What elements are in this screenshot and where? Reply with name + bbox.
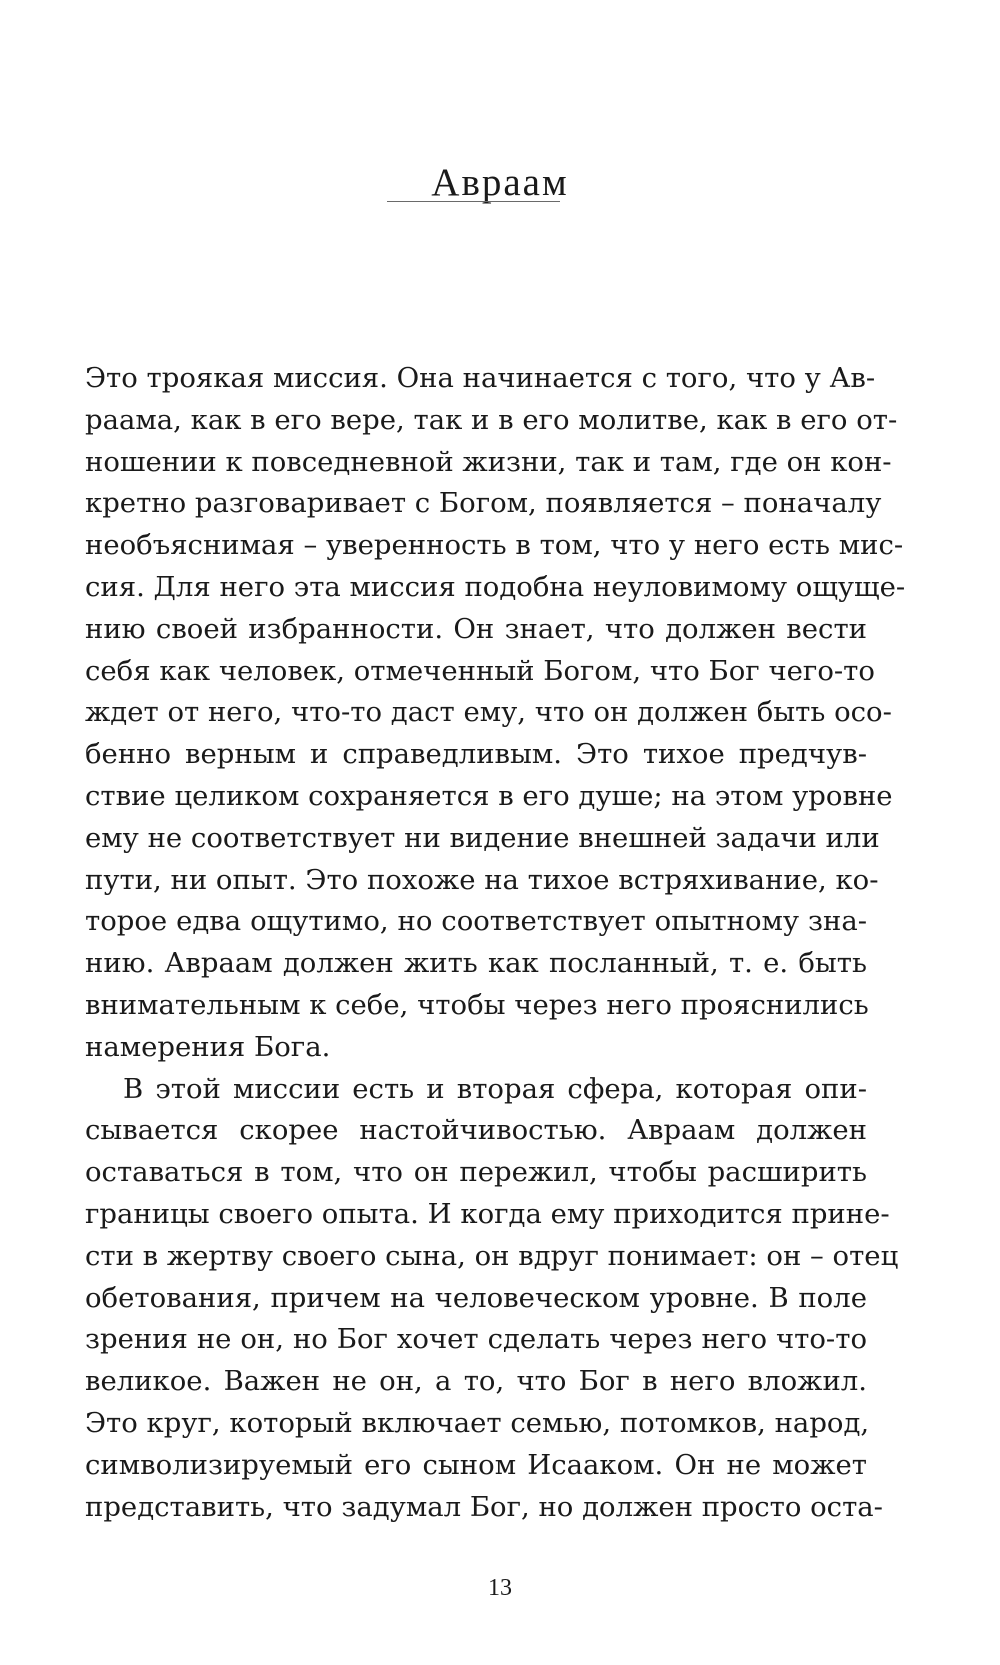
- text-line: себя как человек, отмеченный Богом, что Бог чего-то: [85, 654, 875, 687]
- title-underline: [387, 201, 560, 202]
- text-line: нию своей избранности. Он знает, что должен вести: [85, 612, 867, 645]
- chapter-title: Авраам: [431, 161, 569, 204]
- text-line: внимательным к себе, чтобы через него прояснились: [85, 988, 869, 1021]
- text-line: В этой миссии есть и вторая сфера, которая опи-: [123, 1072, 867, 1105]
- text-line: обетования, причем на человеческом уровне. В поле: [85, 1281, 867, 1314]
- text-line: представить, что задумал Бог, но должен просто оста-: [85, 1490, 883, 1523]
- text-line: границы своего опыта. И когда ему приходится прине-: [85, 1197, 890, 1230]
- text-line: зрения не он, но Бог хочет сделать через него что-то: [85, 1323, 867, 1356]
- paragraph: [85, 358, 906, 1069]
- text-line: сия. Для него эта миссия подобна неуловимому ощуще-: [85, 570, 906, 603]
- text-line: Это троякая миссия. Она начинается с того, что у Ав-: [85, 362, 876, 394]
- text-line: бенно верным и справедливым. Это тихое предчув-: [85, 738, 867, 771]
- text-line: Это круг, который включает семью, потомков, народ,: [85, 1406, 870, 1439]
- page-number: 13: [488, 1575, 512, 1601]
- body-text: [85, 358, 906, 1528]
- text-line: великое. Важен не он, а то, что Бог в него вложил.: [85, 1365, 867, 1398]
- text-line: торое едва ощутимо, но соответствует опытному зна-: [85, 905, 867, 938]
- text-line: раама, как в его вере, так и в его молитве, как в его от-: [85, 403, 898, 436]
- text-line: ему не соответствует ни видение внешней задачи или: [85, 821, 880, 854]
- text-line: пути, ни опыт. Это похоже на тихое встряхивание, ко-: [85, 863, 879, 896]
- text-line: ствие целиком сохраняется в его душе; на этом уровне: [85, 779, 893, 812]
- paragraph: [85, 1069, 899, 1529]
- text-line: сывается скорее настойчивостью. Авраам должен: [85, 1114, 867, 1147]
- text-line: оставаться в том, что он пережил, чтобы расширить: [85, 1156, 867, 1189]
- text-line: ждет от него, что-то даст ему, что он должен быть осо-: [85, 696, 892, 729]
- text-line: намерения Бога.: [85, 1030, 331, 1063]
- text-line: ношении к повседневной жизни, так и там, где он кон-: [85, 445, 892, 478]
- text-line: сти в жертву своего сына, он вдруг понимает: он – отец: [85, 1239, 899, 1272]
- text-line: кретно разговаривает с Богом, появляется – поначалу: [85, 487, 882, 520]
- text-line: необъяснимая – уверенность в том, что у него есть мис-: [85, 529, 904, 562]
- text-line: символизируемый его сыном Исааком. Он не может: [85, 1448, 867, 1481]
- text-line: нию. Авраам должен жить как посланный, т. е. быть: [85, 947, 867, 980]
